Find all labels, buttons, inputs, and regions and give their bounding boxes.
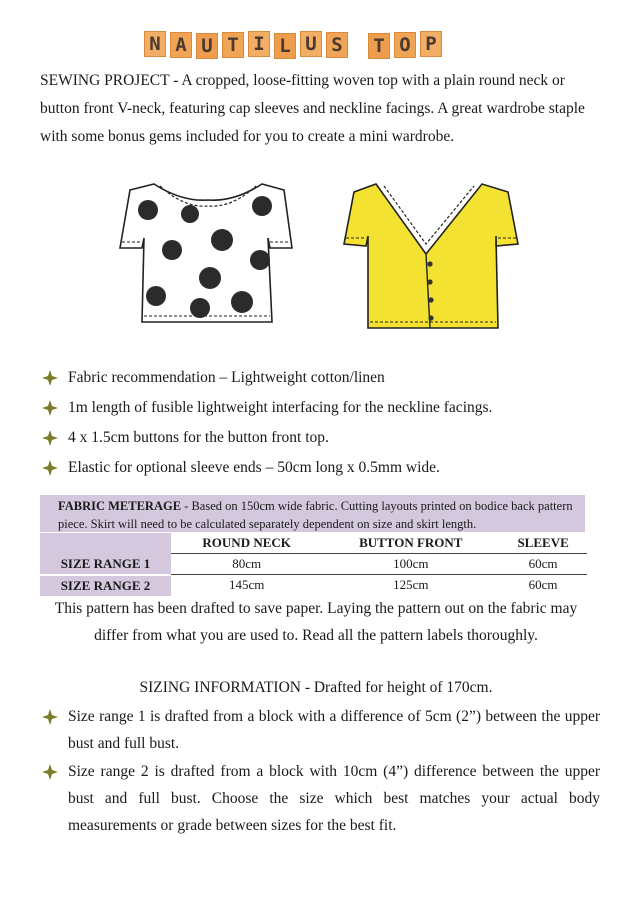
list-item: Size range 1 is drafted from a block with a difference of 5cm (2”) between the upper bust and full bust. xyxy=(40,703,600,757)
row-label: SIZE RANGE 2 xyxy=(40,575,171,596)
title-letter: U xyxy=(196,33,218,59)
column-header: SLEEVE xyxy=(499,533,587,554)
fabric-meterage-note xyxy=(40,495,585,532)
diamond-bullet-icon xyxy=(42,370,58,386)
round-neck-top-illustration xyxy=(112,178,300,330)
row-label: SIZE RANGE 1 xyxy=(40,554,171,575)
sizing-list xyxy=(40,703,600,840)
sizing-heading: SIZING INFORMATION - Drafted for height of 170cm. xyxy=(139,679,493,696)
table-header-row xyxy=(40,533,587,554)
title-letter: U xyxy=(300,31,322,57)
diamond-bullet-icon xyxy=(42,400,58,416)
column-header: ROUND NECK xyxy=(171,533,322,554)
table-cell: 125cm xyxy=(393,577,429,593)
list-item: 1m length of fusible lightweight interfacing for the neckline facings. xyxy=(40,394,600,421)
table-corner xyxy=(40,533,171,554)
requirements-list xyxy=(40,364,600,484)
table-cell: 100cm xyxy=(322,554,499,575)
diamond-bullet-icon xyxy=(42,764,58,780)
table-cell: 60cm xyxy=(499,554,587,575)
fabric-meterage-description: - Based on 150cm wide fabric. Cutting layouts printed on bodice back pattern piece. Skirt will need to be calculated separately dependent on size and skirt length. xyxy=(58,499,573,531)
table-cell: 145cm xyxy=(228,577,265,593)
table-row xyxy=(40,575,587,596)
list-item: Size range 2 is drafted from a block with 10cm (4”) difference between the upper bust and full bust. Choose the size which best matches your actual body measurements or grade between sizes for the best fit. xyxy=(40,758,600,839)
title-letter: N xyxy=(144,31,166,57)
drafting-note: This pattern has been drafted to save paper. Laying the pattern out on the fabric may differ from what you are used to. Read all the pattern labels thoroughly. xyxy=(54,600,578,644)
table-row xyxy=(40,554,587,575)
table-cell: 60cm xyxy=(528,577,558,593)
title-letter: O xyxy=(394,32,416,58)
title-letter: L xyxy=(274,33,296,59)
column-header: BUTTON FRONT xyxy=(322,533,499,554)
title-letter: I xyxy=(248,31,270,57)
title-letter: P xyxy=(420,31,442,57)
table-cell: 80cm xyxy=(171,554,322,575)
diamond-bullet-icon xyxy=(42,709,58,725)
title-letter: T xyxy=(368,33,390,59)
page-title xyxy=(144,28,486,62)
fabric-meterage-table xyxy=(40,533,587,596)
list-item: 4 x 1.5cm buttons for the button front top. xyxy=(40,424,600,451)
title-letter: A xyxy=(170,32,192,58)
fabric-meterage-heading: FABRIC METERAGE xyxy=(58,499,182,513)
diamond-bullet-icon xyxy=(42,460,58,476)
intro-paragraph: SEWING PROJECT - A cropped, loose-fitting woven top with a plain round neck or button front V-neck, featuring cap sleeves and neckline facings. A great wardrobe staple with some bonus gems included for you to create a mini wardrobe. xyxy=(40,72,585,145)
list-item: Fabric recommendation – Lightweight cotton/linen xyxy=(40,364,600,391)
title-letter: T xyxy=(222,32,244,58)
list-item: Elastic for optional sleeve ends – 50cm long x 0.5mm wide. xyxy=(40,454,600,481)
diamond-bullet-icon xyxy=(42,430,58,446)
button-front-top-illustration xyxy=(338,178,524,334)
title-letter: S xyxy=(326,32,348,58)
